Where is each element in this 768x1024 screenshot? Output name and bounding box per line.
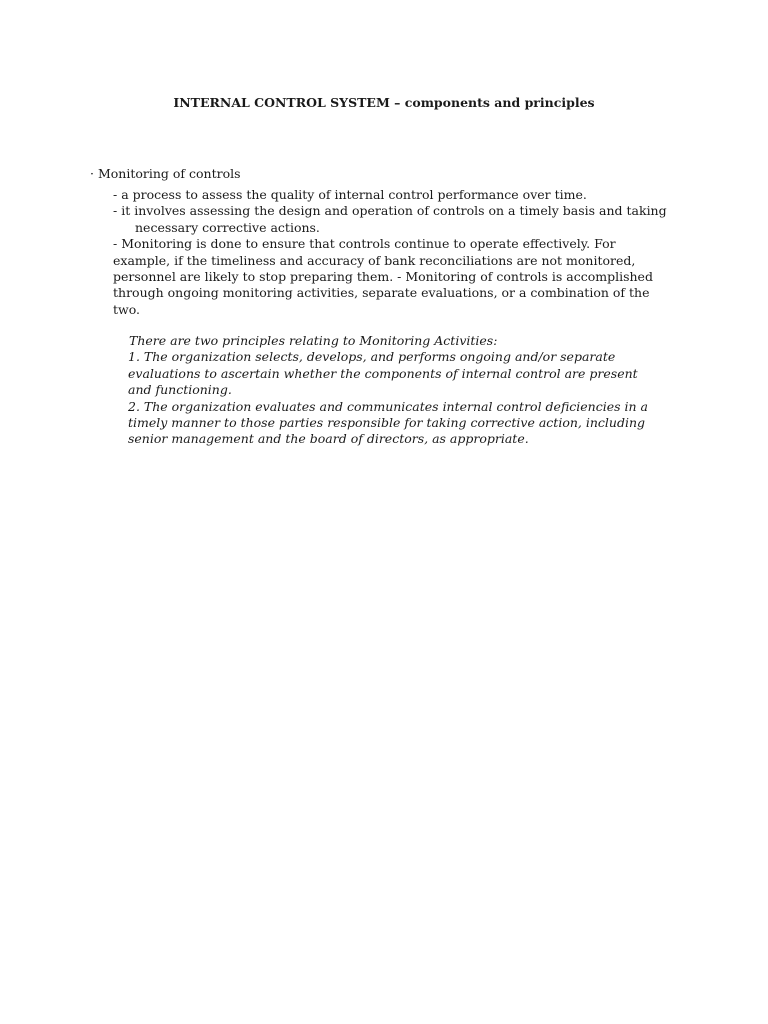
monitoring-points	[113, 187, 673, 318]
principle-1: 1. The organization selects, develops, and performs ongoing and/or separate evaluations to ascertain whether the components of internal control are present and functioning.	[128, 349, 638, 398]
monitoring-point-2-line-2: necessary corrective actions.	[135, 219, 320, 235]
principles-intro: There are two principles relating to Monitoring Activities:	[129, 333, 498, 348]
monitoring-point-1: - a process to assess the quality of internal control performance over time.	[113, 187, 587, 202]
monitoring-point-3: - Monitoring is done to ensure that controls continue to operate effectively. For example, if the timeliness and accuracy of bank reconciliations are not monitored, personnel are likely to stop preparing them. - Monitoring of controls is accomplished through ongoing monitoring activities, separate evaluations, or a combination of the two.	[113, 236, 653, 317]
section-heading-monitoring: · Monitoring of controls	[90, 166, 241, 181]
principle-2: 2. The organization evaluates and communicates internal control deficiencies in a timely manner to those parties responsible for taking corrective action, including senior management and the board of directors, as appropriate.	[128, 398, 648, 447]
document-title: INTERNAL CONTROL SYSTEM – components and principles	[173, 95, 595, 110]
monitoring-point-2-line-1: - it involves assessing the design and operation of controls on a timely basis and taking	[113, 203, 667, 219]
principles-block	[128, 333, 648, 448]
